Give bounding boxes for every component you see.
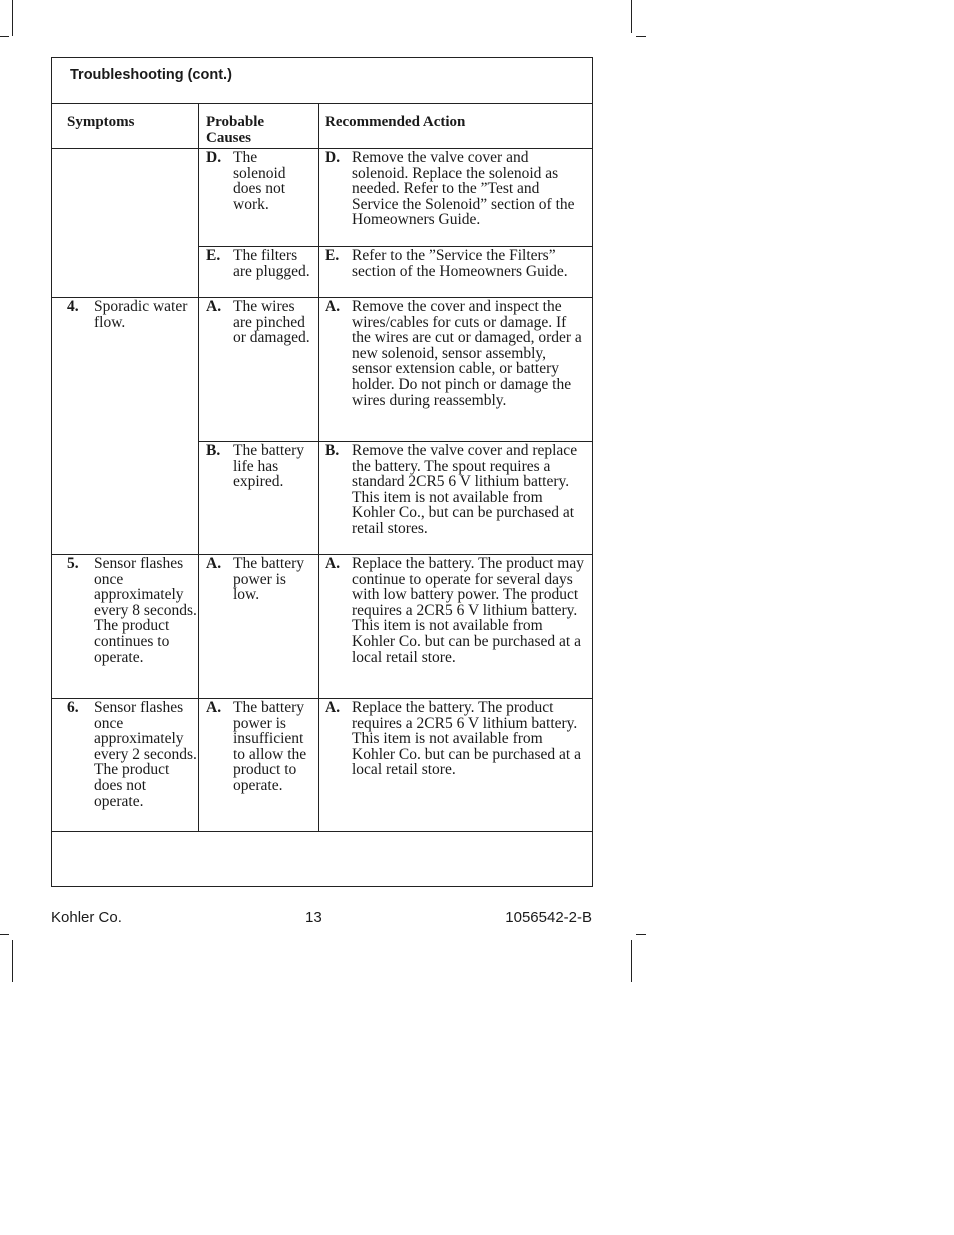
action-text: Replace the battery. The product requires a 2CR5 6 V lithium battery. This item is not available from Kohler Co. but can be purchased at a local retail store. [352, 699, 581, 779]
symptom-text: Sensor flashes once approximately every 2 seconds. The product does not operate. [94, 699, 197, 810]
action-label: D. [325, 149, 341, 166]
troubleshooting-table [51, 57, 593, 887]
crop-mark [0, 934, 9, 935]
cause-label: D. [206, 149, 222, 166]
crop-mark [12, 940, 13, 982]
symptom-number: 5. [67, 555, 79, 572]
table-rule [52, 103, 592, 104]
crop-mark [636, 36, 646, 37]
action-text: Remove the cover and inspect the wires/cables for cuts or damage. If the wires are cut or damaged, order a new solenoid, sensor assembly, sensor extension cable, or battery holder. Do not pinch or damage the wires during reassembly. [352, 298, 582, 409]
crop-mark [12, 0, 13, 36]
table-rule [318, 103, 319, 832]
footer-company: Kohler Co. [51, 909, 122, 926]
footer-doc-number: 1056542-2-B [505, 909, 592, 926]
action-label: B. [325, 442, 340, 459]
cause-label: A. [206, 699, 222, 716]
cause-text: The wires are pinched or damaged. [233, 298, 310, 347]
symptom-text: Sensor flashes once approximately every 8 seconds. The product continues to operate. [94, 555, 197, 666]
table-rule [198, 103, 199, 832]
crop-mark [636, 934, 646, 935]
cause-text: The filters are plugged. [233, 247, 310, 280]
crop-mark [631, 940, 632, 982]
action-text: Remove the valve cover and replace the battery. The spout requires a standard 2CR5 6 V lithium battery. This item is not available from Kohler Co., but can be purchased at retail stores. [352, 442, 578, 537]
symptom-number: 4. [67, 298, 79, 315]
symptom-text: Sporadic water flow. [94, 298, 188, 331]
crop-mark [0, 36, 9, 37]
cause-label: A. [206, 555, 222, 572]
action-text: Replace the battery. The product may continue to operate for several days with low battery power. The product requires a 2CR5 6 V lithium battery. This item is not available from Kohler Co. but can be purchased at a local retail store. [352, 555, 584, 666]
section-title: Troubleshooting (cont.) [70, 67, 232, 83]
cause-label: E. [206, 247, 221, 264]
header-symptoms: Symptoms [67, 114, 135, 130]
cause-text: The battery power is insufficient to allow the product to operate. [233, 699, 307, 794]
crop-mark [631, 0, 632, 33]
action-label: A. [325, 555, 341, 572]
table-rule [52, 831, 592, 832]
cause-text: The battery power is low. [233, 555, 305, 604]
symptom-number: 6. [67, 699, 79, 716]
action-text: Remove the valve cover and solenoid. Replace the solenoid as needed. Refer to the ”Test and Service the Solenoid” section of the Homeowners Guide. [352, 149, 575, 229]
cause-text: The battery life has expired. [233, 442, 305, 491]
cause-text: The solenoid does not work. [233, 149, 286, 213]
cause-label: A. [206, 298, 222, 315]
cause-label: B. [206, 442, 221, 459]
footer-page-number: 13 [305, 909, 322, 926]
action-text: Refer to the ”Service the Filters” section of the Homeowners Guide. [352, 247, 568, 280]
action-label: A. [325, 298, 341, 315]
header-recommended-action: Recommended Action [325, 114, 466, 130]
header-probable-causes: Probable Causes [206, 114, 265, 146]
action-label: A. [325, 699, 341, 716]
action-label: E. [325, 247, 340, 264]
